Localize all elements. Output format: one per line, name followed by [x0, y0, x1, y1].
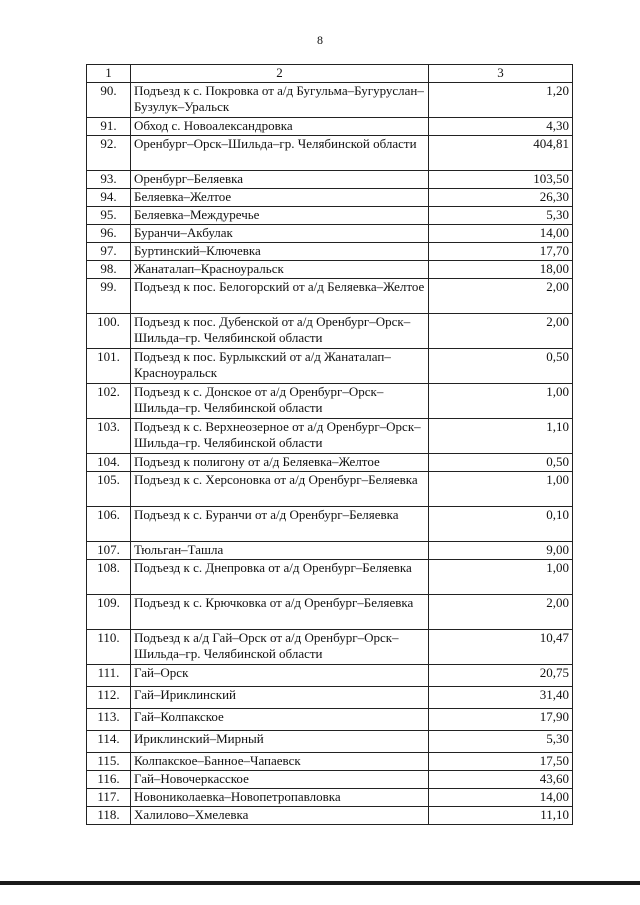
table-row	[87, 687, 573, 709]
row-number-cell: 117.	[87, 789, 131, 807]
road-name-cell: Оренбург–Орск–Шильда–гр. Челябинской области	[131, 136, 429, 171]
row-number-cell: 109.	[87, 595, 131, 630]
row-number-cell: 108.	[87, 560, 131, 595]
road-length-cell: 1,20	[429, 83, 573, 118]
road-length-cell: 9,00	[429, 542, 573, 560]
road-name-cell: Подъезд к а/д Гай–Орск от а/д Оренбург–Орск–Шильда–гр. Челябинской области	[131, 630, 429, 665]
road-name-cell: Подъезд к полигону от а/д Беляевка–Желтое	[131, 454, 429, 472]
table-row	[87, 118, 573, 136]
row-number-cell: 103.	[87, 419, 131, 454]
row-number-cell: 110.	[87, 630, 131, 665]
road-name-cell: Подъезд к с. Днепровка от а/д Оренбург–Беляевка	[131, 560, 429, 595]
table-row	[87, 419, 573, 454]
row-number-cell: 111.	[87, 665, 131, 687]
row-number-cell: 100.	[87, 314, 131, 349]
road-name-cell: Тюльган–Ташла	[131, 542, 429, 560]
table-header-row	[87, 65, 573, 83]
road-length-cell: 0,50	[429, 454, 573, 472]
road-length-cell: 31,40	[429, 687, 573, 709]
road-length-cell: 26,30	[429, 189, 573, 207]
table-row	[87, 731, 573, 753]
row-number-cell: 105.	[87, 472, 131, 507]
table-row	[87, 807, 573, 825]
table-row	[87, 507, 573, 542]
road-name-cell: Беляевка–Междуречье	[131, 207, 429, 225]
row-number-cell: 114.	[87, 731, 131, 753]
road-length-cell: 1,00	[429, 384, 573, 419]
road-name-cell: Подъезд к с. Верхнеозерное от а/д Оренбург–Орск–Шильда–гр. Челябинской области	[131, 419, 429, 454]
row-number-cell: 96.	[87, 225, 131, 243]
row-number-cell: 112.	[87, 687, 131, 709]
table-row	[87, 595, 573, 630]
column-header-length: 3	[429, 65, 573, 83]
table-row	[87, 753, 573, 771]
road-name-cell: Подъезд к с. Покровка от а/д Бугульма–Бугуруслан–Бузулук–Уральск	[131, 83, 429, 118]
road-name-cell: Оренбург–Беляевка	[131, 171, 429, 189]
road-length-cell: 20,75	[429, 665, 573, 687]
road-length-cell: 10,47	[429, 630, 573, 665]
row-number-cell: 102.	[87, 384, 131, 419]
table-row	[87, 384, 573, 419]
road-length-cell: 5,30	[429, 207, 573, 225]
table-row	[87, 189, 573, 207]
road-length-cell: 1,00	[429, 560, 573, 595]
table-row	[87, 243, 573, 261]
row-number-cell: 104.	[87, 454, 131, 472]
row-number-cell: 107.	[87, 542, 131, 560]
table-row	[87, 630, 573, 665]
table-row	[87, 314, 573, 349]
road-length-cell: 0,50	[429, 349, 573, 384]
row-number-cell: 94.	[87, 189, 131, 207]
road-name-cell: Буранчи–Акбулак	[131, 225, 429, 243]
road-length-cell: 1,00	[429, 472, 573, 507]
bottom-rule	[0, 881, 640, 885]
road-name-cell: Подъезд к с. Херсоновка от а/д Оренбург–Беляевка	[131, 472, 429, 507]
road-name-cell: Подъезд к с. Буранчи от а/д Оренбург–Беляевка	[131, 507, 429, 542]
row-number-cell: 115.	[87, 753, 131, 771]
road-name-cell: Новониколаевка–Новопетропавловка	[131, 789, 429, 807]
road-name-cell: Гай–Колпакское	[131, 709, 429, 731]
road-name-cell: Гай–Новочеркасское	[131, 771, 429, 789]
column-header-name: 2	[131, 65, 429, 83]
table-row	[87, 207, 573, 225]
row-number-cell: 93.	[87, 171, 131, 189]
road-name-cell: Подъезд к пос. Дубенской от а/д Оренбург–Орск–Шильда–гр. Челябинской области	[131, 314, 429, 349]
table-row	[87, 771, 573, 789]
road-name-cell: Подъезд к с. Донское от а/д Оренбург–Орск–Шильда–гр. Челябинской области	[131, 384, 429, 419]
row-number-cell: 98.	[87, 261, 131, 279]
road-name-cell: Буртинский–Ключевка	[131, 243, 429, 261]
table-row	[87, 225, 573, 243]
table-row	[87, 560, 573, 595]
road-length-cell: 0,10	[429, 507, 573, 542]
road-length-cell: 17,90	[429, 709, 573, 731]
row-number-cell: 97.	[87, 243, 131, 261]
road-length-cell: 11,10	[429, 807, 573, 825]
road-name-cell: Подъезд к пос. Белогорский от а/д Беляевка–Желтое	[131, 279, 429, 314]
road-name-cell: Колпакское–Банное–Чапаевск	[131, 753, 429, 771]
row-number-cell: 95.	[87, 207, 131, 225]
table-row	[87, 789, 573, 807]
road-name-cell: Гай–Ириклинский	[131, 687, 429, 709]
table-row	[87, 136, 573, 171]
road-length-cell: 43,60	[429, 771, 573, 789]
road-length-cell: 103,50	[429, 171, 573, 189]
row-number-cell: 106.	[87, 507, 131, 542]
road-name-cell: Подъезд к пос. Бурлыкский от а/д Жанаталап–Красноуральск	[131, 349, 429, 384]
road-name-cell: Беляевка–Желтое	[131, 189, 429, 207]
road-length-cell: 404,81	[429, 136, 573, 171]
road-length-cell: 5,30	[429, 731, 573, 753]
row-number-cell: 90.	[87, 83, 131, 118]
page-number: 8	[317, 33, 323, 47]
road-length-cell: 2,00	[429, 279, 573, 314]
road-length-cell: 1,10	[429, 419, 573, 454]
road-length-cell: 2,00	[429, 314, 573, 349]
road-name-cell: Гай–Орск	[131, 665, 429, 687]
table-row	[87, 171, 573, 189]
table-row	[87, 665, 573, 687]
row-number-cell: 99.	[87, 279, 131, 314]
road-length-cell: 17,50	[429, 753, 573, 771]
table-row	[87, 709, 573, 731]
road-name-cell: Подъезд к с. Крючковка от а/д Оренбург–Беляевка	[131, 595, 429, 630]
road-length-cell: 4,30	[429, 118, 573, 136]
row-number-cell: 101.	[87, 349, 131, 384]
table-row	[87, 261, 573, 279]
roads-table	[86, 64, 573, 825]
road-name-cell: Обход с. Новоалександровка	[131, 118, 429, 136]
table-row	[87, 542, 573, 560]
table-row	[87, 279, 573, 314]
column-header-number: 1	[87, 65, 131, 83]
road-name-cell: Халилово–Хмелевка	[131, 807, 429, 825]
road-length-cell: 2,00	[429, 595, 573, 630]
road-length-cell: 17,70	[429, 243, 573, 261]
road-length-cell: 14,00	[429, 789, 573, 807]
row-number-cell: 113.	[87, 709, 131, 731]
row-number-cell: 92.	[87, 136, 131, 171]
row-number-cell: 116.	[87, 771, 131, 789]
road-name-cell: Жанаталап–Красноуральск	[131, 261, 429, 279]
row-number-cell: 118.	[87, 807, 131, 825]
row-number-cell: 91.	[87, 118, 131, 136]
table-row	[87, 454, 573, 472]
table-row	[87, 472, 573, 507]
table-row	[87, 349, 573, 384]
road-length-cell: 14,00	[429, 225, 573, 243]
table-body	[87, 83, 573, 825]
road-length-cell: 18,00	[429, 261, 573, 279]
road-name-cell: Ириклинский–Мирный	[131, 731, 429, 753]
table-row	[87, 83, 573, 118]
